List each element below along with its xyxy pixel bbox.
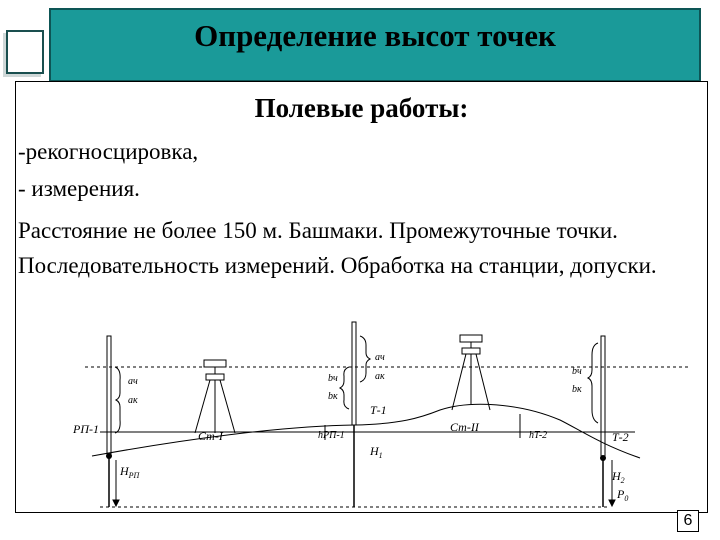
label-a-k: aк: [128, 395, 138, 406]
label-b-ch-1: bч: [328, 373, 338, 384]
page-number: 6: [677, 510, 699, 532]
label-b-k-2: bк: [572, 384, 582, 395]
slide-subtitle: Полевые работы:: [254, 93, 469, 123]
ground-profile: [92, 404, 640, 458]
staff-t1: [352, 322, 356, 507]
point-t2: [600, 455, 606, 461]
bracket-a2: [360, 336, 370, 382]
body-paragraph: Расстояние не более 150 м. Башмаки. Промежуточные точки. Последовательность измерений. Обработка на станции, допуски.: [18, 218, 657, 278]
label-st2: Ст-II: [450, 420, 479, 434]
label-h2: $H_2$: [612, 469, 625, 485]
label-t1: Т-1: [370, 403, 387, 417]
label-h1: $H_1$: [370, 444, 383, 460]
label-t2: Т-2: [612, 430, 629, 444]
label-b-ch-2: bч: [572, 366, 582, 377]
level-instrument-1: [195, 360, 235, 433]
label-h-rp1t1: hРП-1: [318, 430, 345, 441]
staff-rp1: [107, 336, 111, 507]
level-instrument-2: [452, 335, 490, 410]
label-h-t12: hT-2: [529, 430, 548, 441]
bracket-b1: [340, 367, 349, 409]
point-rp1: [106, 453, 112, 459]
slide-title: Определение высот точек: [194, 18, 556, 53]
bullet-reconnaissance: -рекогносцировка,: [18, 139, 199, 164]
label-rp1: РП-1: [73, 422, 99, 436]
label-st1: Ст-I: [198, 429, 223, 443]
bracket-a: [115, 367, 120, 433]
label-a-ch: aч: [128, 376, 138, 387]
label-p0: $P_0$: [617, 487, 629, 503]
label-h-rp: $H_{РП}$: [120, 464, 140, 480]
bracket-b2: [588, 343, 598, 423]
label-a-ch-2: aч: [375, 352, 385, 363]
label-b-k-1: bк: [328, 391, 338, 402]
staff-t2: [601, 336, 605, 507]
label-a-k-2: aк: [375, 371, 385, 382]
bullet-measurements: - измерения.: [18, 176, 140, 201]
